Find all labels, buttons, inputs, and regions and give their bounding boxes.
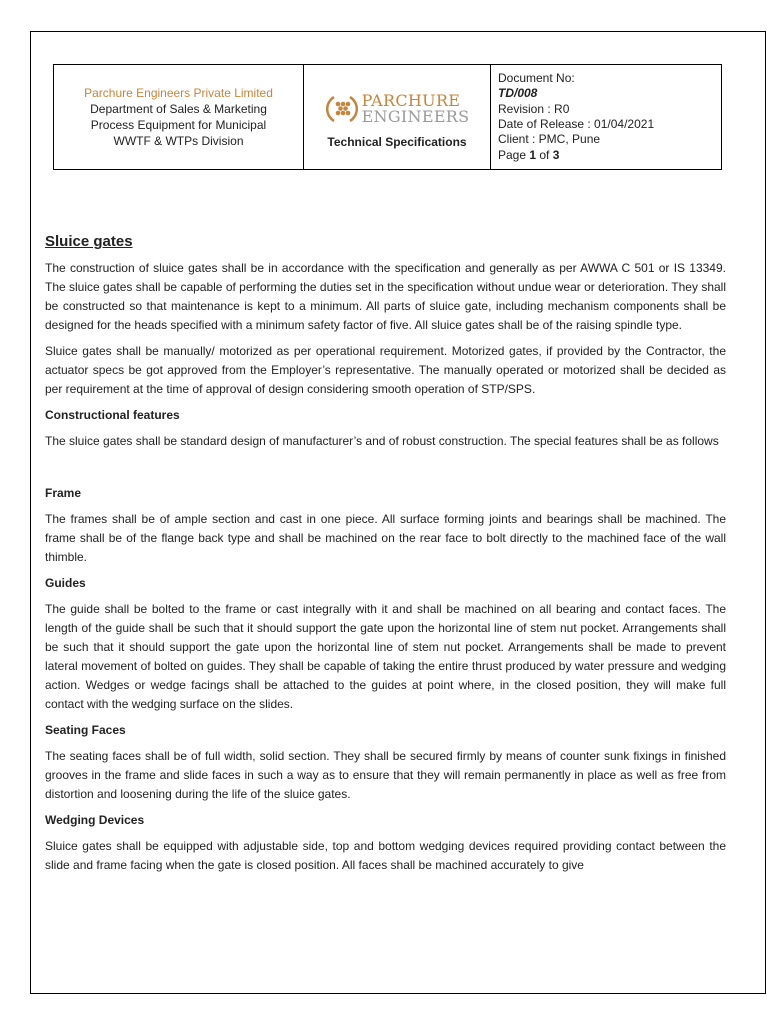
document-body <box>45 232 726 882</box>
revision: Revision : R0 <box>498 101 570 116</box>
logo-text-line2: ENGINEERS <box>361 107 470 126</box>
heading-wedging-devices: Wedging Devices <box>45 813 145 827</box>
document-info-cell <box>491 65 722 170</box>
section-title: Sluice gates <box>45 233 133 250</box>
page-current: 1 <box>529 147 537 162</box>
heading-guides: Guides <box>45 576 86 590</box>
company-brand: Parchure <box>84 86 133 100</box>
document-no-value: TD/008 <box>498 86 538 101</box>
heading-seating-faces: Seating Faces <box>45 723 126 737</box>
division-line-1: Process Equipment for Municipal <box>90 118 267 132</box>
logo-mark-icon <box>325 93 359 125</box>
department-name: Department of Sales & Marketing <box>90 102 267 116</box>
paragraph-frame: The frames shall be of ample section and cast in one piece. All surface forming joints and bearings shall be machined. The frame shall be of the flange back type and shall be machined on the rear face to bolt directly to the machined face of the wall thimble. <box>45 512 726 564</box>
page-of: of <box>536 147 553 162</box>
release-date: Date of Release : 01/04/2021 <box>498 117 655 131</box>
page-prefix: Page <box>498 147 530 162</box>
company-name-rest: Engineers Private Limited <box>132 86 273 100</box>
paragraph-guides: The guide shall be bolted to the frame or cast integrally with it and shall be machined on all bearing and contact faces. The length of the guide shall be such that it should support the gate upon the horizontal line of stem nut pocket. Arrangements shall be such that it should support the gate upon the horizontal line of stem nut pocket. Arrangements shall be made to prevent lateral movement of bolted on guides. They shall be capable of taking the entire thrust produced by water pressure and wedging action. Wedges or wedge facings shall be attached to the guides at point where, in the closed position, they will make full contact with the wedging surface on the slides. <box>45 602 726 711</box>
company-logo <box>304 93 490 125</box>
heading-frame: Frame <box>45 486 82 500</box>
page-total: 3 <box>552 147 560 162</box>
company-name <box>54 85 303 101</box>
division-line-2: WWTF & WTPs Division <box>113 134 244 148</box>
heading-constructional-features: Constructional features <box>45 408 180 422</box>
document-header-table <box>53 64 722 170</box>
company-cell <box>54 65 304 170</box>
logo-cell <box>304 65 491 170</box>
paragraph-seating-faces: The seating faces shall be of full width, solid section. They shall be secured firmly by means of counter sunk fixings in finished grooves in the frame and slide faces in such a way as to ensure that they will remain permanently in place as well as free from distortion and loosening during the life of the sluice gates. <box>45 749 726 801</box>
paragraph-wedging-devices: Sluice gates shall be equipped with adjustable side, top and bottom wedging devices required providing contact between the slide and frame facing when the gate is closed position. All faces shall be machined accurately to give <box>45 839 726 872</box>
page-number <box>498 148 721 163</box>
paragraph-constructional: The sluice gates shall be standard design of manufacturer’s and of robust construction. The special features shall be as follows <box>45 434 719 448</box>
document-type: Technical Specifications <box>327 135 467 149</box>
paragraph-intro: The construction of sluice gates shall be in accordance with the specification and generally as per AWWA C 501 or IS 13349. The sluice gates shall be capable of performing the duties set in the specification without undue wear or deterioration. They shall be constructed so that maintenance is kept to a minimum. All parts of sluice gate, including mechanism components shall be designed for the heads specified with a minimum safety factor of five. All sluice gates shall be of the raising spindle type. <box>45 261 726 332</box>
document-no-label: Document No: <box>498 71 575 86</box>
client: Client : PMC, Pune <box>498 132 601 147</box>
paragraph-operation: Sluice gates shall be manually/ motorized as per operational requirement. Motorized gates, if provided by the Contractor, the actuator specs be got approved from the Employer’s representative. The manually operated or motorized shall be decided as per requirement at the time of approval of design considering smooth operation of STP/SPS. <box>45 344 726 396</box>
logo-text-line1: PARCHURE <box>361 91 461 110</box>
